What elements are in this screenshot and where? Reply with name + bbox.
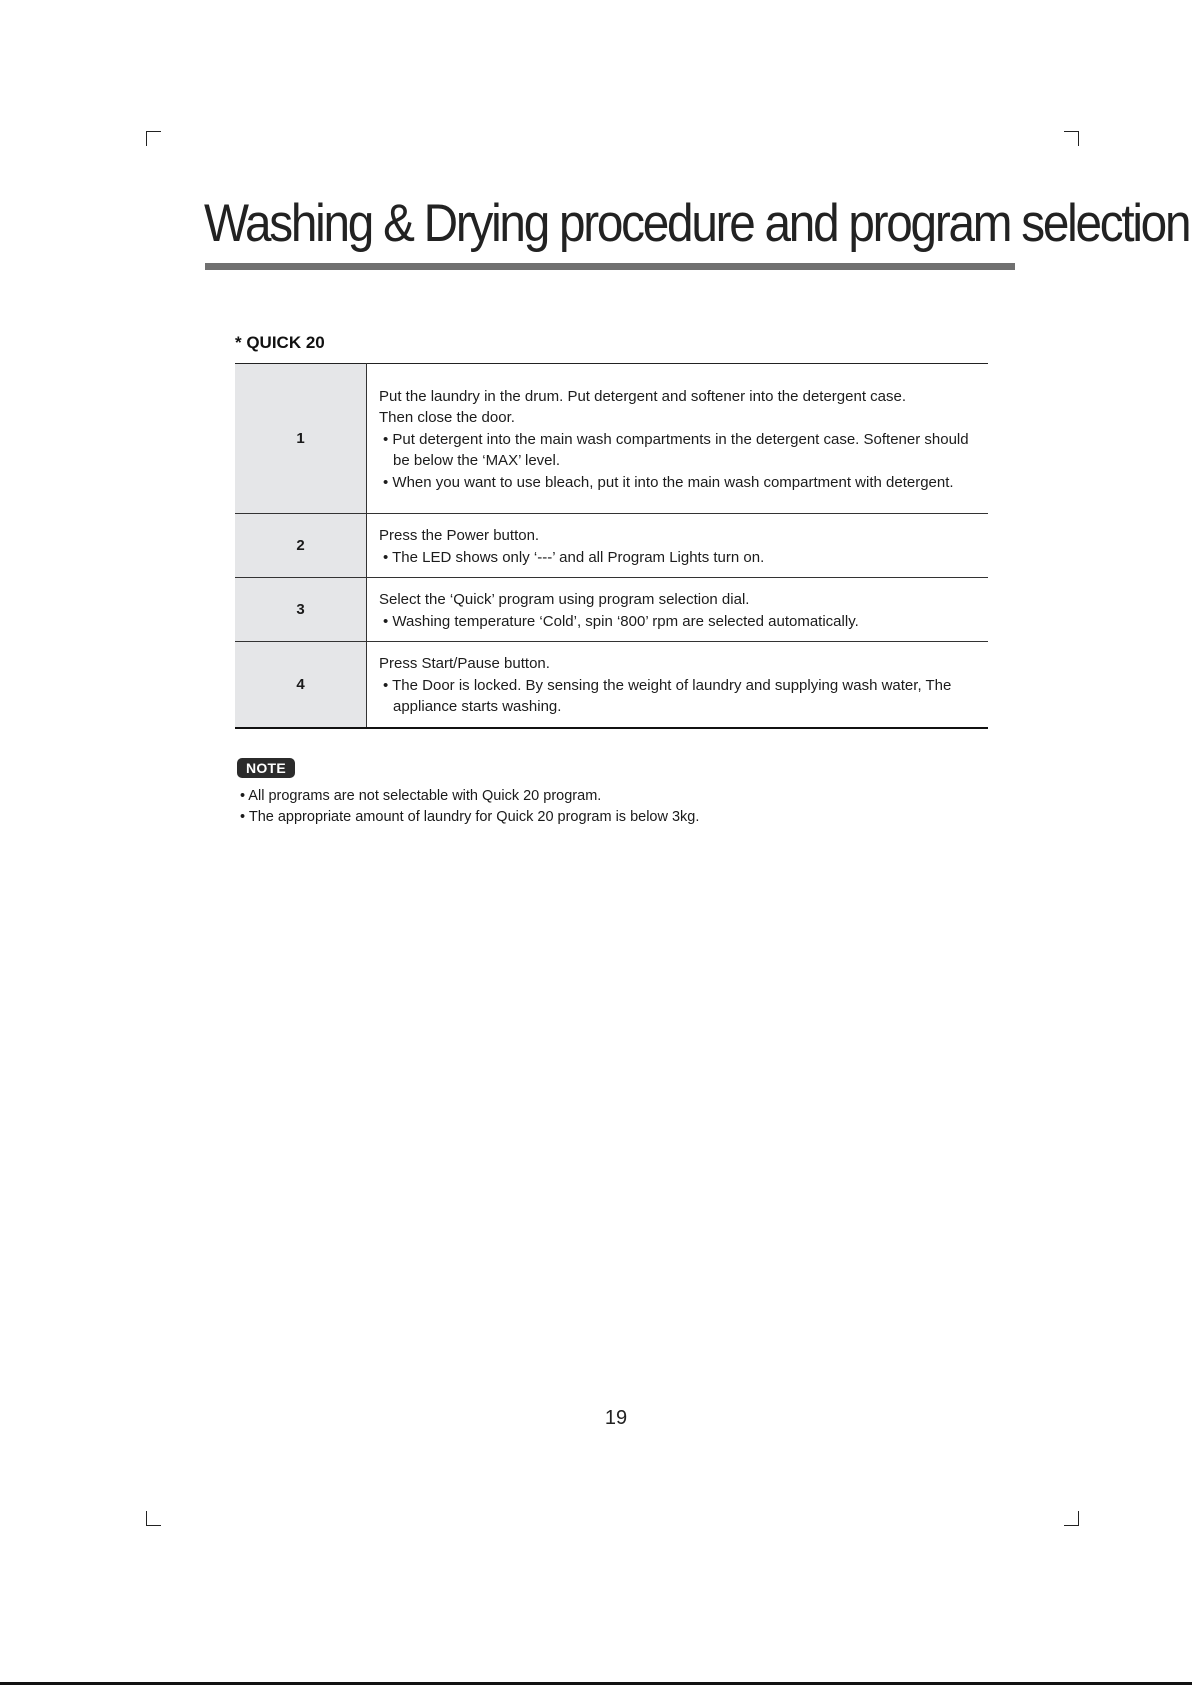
step-number: 3 bbox=[235, 578, 367, 642]
step-bullet: • When you want to use bleach, put it into the main wash compartment with detergent. bbox=[383, 473, 954, 491]
section-label: * QUICK 20 bbox=[235, 333, 325, 352]
step-number: 1 bbox=[235, 364, 367, 514]
crop-mark-bottom-left bbox=[146, 1511, 161, 1526]
step-number: 4 bbox=[235, 642, 367, 728]
step-description bbox=[367, 514, 989, 578]
step-description bbox=[367, 642, 989, 728]
crop-mark-bottom-right bbox=[1064, 1511, 1079, 1526]
step-text: Select the ‘Quick’ program using program selection dial. bbox=[379, 591, 750, 608]
title-underline bbox=[205, 263, 1015, 270]
step-row bbox=[235, 642, 988, 728]
steps-table bbox=[235, 363, 988, 729]
step-bullet: • Put detergent into the main wash compartments in the detergent case. Softener should be below the ‘MAX’ level. bbox=[383, 430, 969, 470]
step-description bbox=[367, 578, 989, 642]
step-description bbox=[367, 364, 989, 514]
step-bullet: • The LED shows only ‘---’ and all Program Lights turn on. bbox=[383, 548, 765, 566]
step-text: Put the laundry in the drum. Put detergent and softener into the detergent case. bbox=[379, 387, 907, 405]
note-badge: NOTE bbox=[237, 758, 295, 778]
note-item: • All programs are not selectable with Quick 20 program. bbox=[240, 788, 602, 804]
step-text: Press Start/Pause button. bbox=[379, 655, 550, 672]
step-row bbox=[235, 514, 988, 578]
step-bullet: • Washing temperature ‘Cold’, spin ‘800’ rpm are selected automatically. bbox=[383, 612, 859, 630]
crop-mark-top-right bbox=[1064, 131, 1079, 146]
step-row bbox=[235, 364, 988, 514]
note-list bbox=[240, 786, 699, 828]
step-text: Press the Power button. bbox=[379, 527, 540, 544]
step-bullet: • The Door is locked. By sensing the weight of laundry and supplying wash water, The appliance starts washing. bbox=[383, 676, 952, 715]
step-row bbox=[235, 578, 988, 642]
step-text: Then close the door. bbox=[379, 409, 515, 427]
crop-mark-top-left bbox=[146, 131, 161, 146]
step-number: 2 bbox=[235, 514, 367, 578]
note-item: • The appropriate amount of laundry for Quick 20 program is below 3kg. bbox=[240, 809, 700, 825]
page-title: Washing & Drying procedure and program selection bbox=[204, 194, 1190, 253]
page-number: 19 bbox=[604, 1407, 628, 1429]
